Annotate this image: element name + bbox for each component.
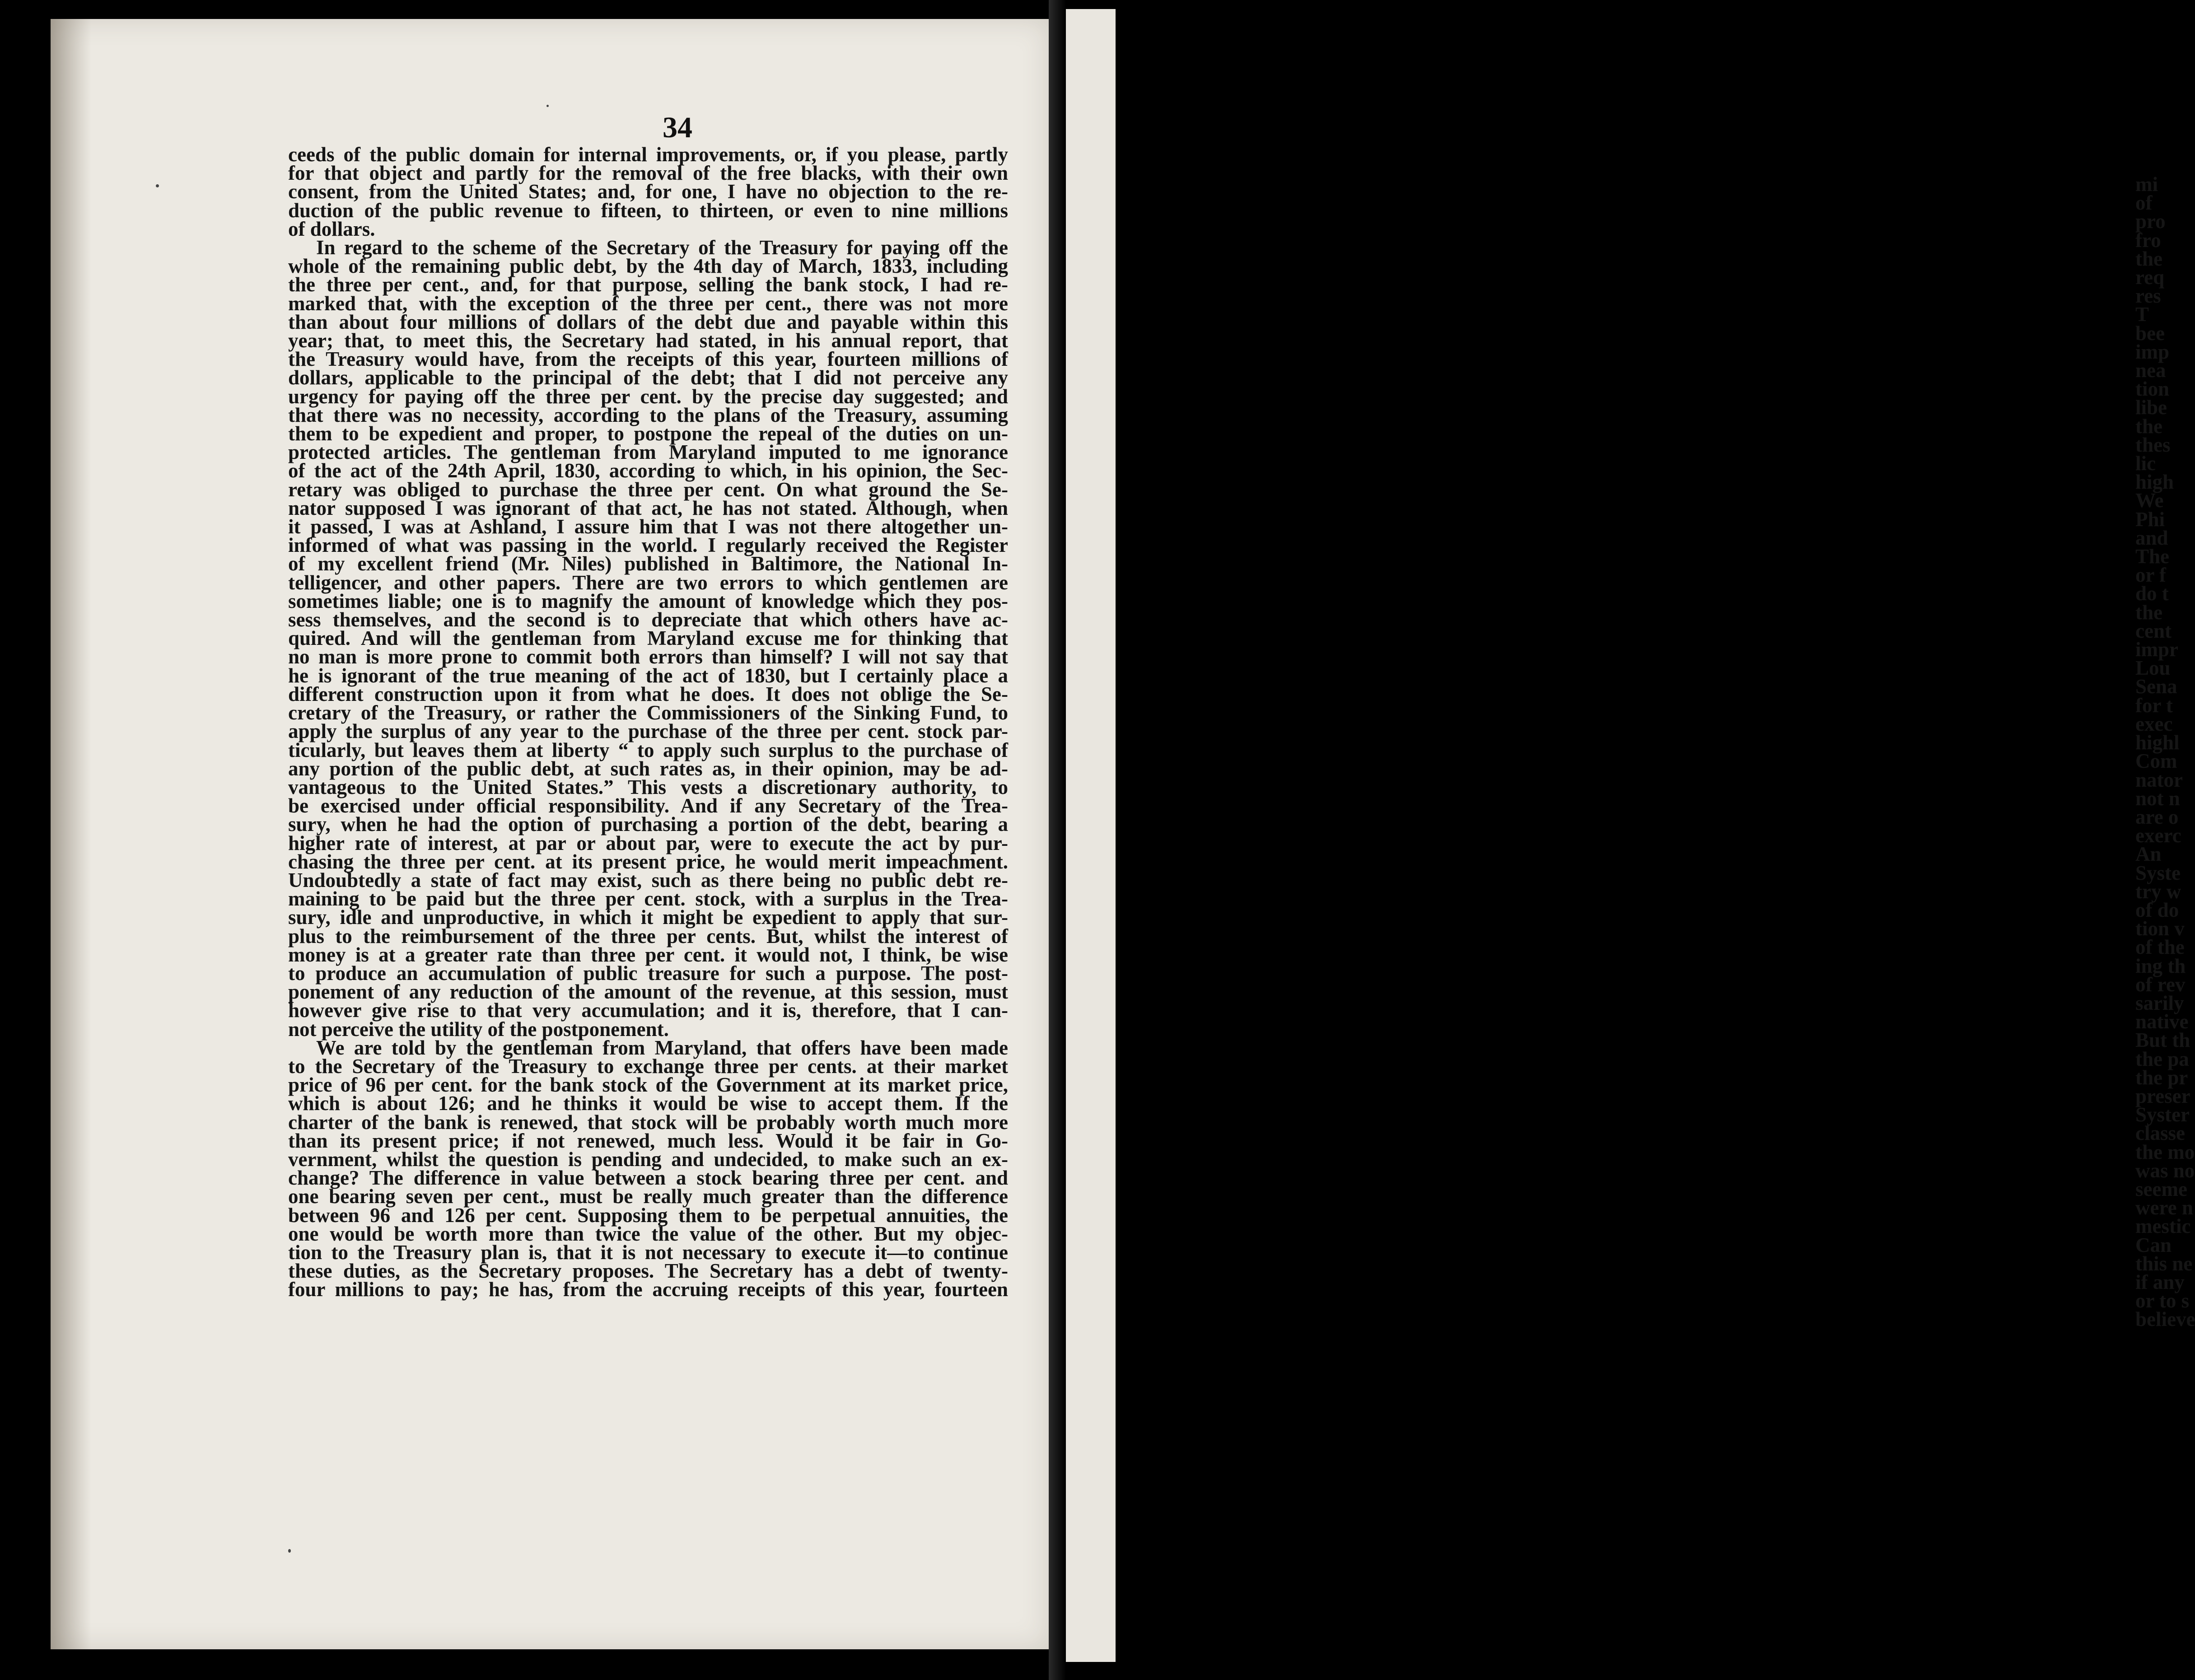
text-line: sometimes liable; one is to magnify the amount of knowledge which they pos- — [288, 589, 1008, 612]
facing-page-line: imp — [2135, 340, 2170, 363]
facing-page-line: try w — [2135, 880, 2181, 903]
text-line: of the act of the 24th April, 1830, according to which, in his opinion, the Sec- — [288, 459, 1008, 482]
text-line: cretary of the Treasury, or rather the Commissioners of the Sinking Fund, to — [288, 701, 1008, 724]
facing-page-line: fro — [2135, 229, 2161, 252]
facing-page-line: exerc — [2135, 824, 2181, 847]
facing-page-line: of — [2135, 191, 2153, 215]
facing-page-line: mi — [2135, 173, 2158, 196]
text-line: telligencer, and other papers. There are two errors to which gentlemen are — [288, 571, 1008, 594]
text-line: Undoubtedly a state of fact may exist, such as there being no public debt re- — [288, 868, 1008, 891]
text-line: higher rate of interest, at par or about par, were to execute the act by pur- — [288, 831, 1008, 854]
facing-page-line: bee — [2135, 322, 2165, 345]
text-line: nator supposed I was ignorant of that act, he has not stated. Although, when — [288, 496, 1008, 519]
facing-page-line: mestic — [2135, 1215, 2191, 1238]
text-line: quired. And will the gentleman from Maryland excuse me for thinking that — [288, 627, 1008, 650]
text-line: whole of the remaining public debt, by the 4th day of March, 1833, including — [288, 255, 1008, 278]
facing-page-line: the mo — [2135, 1140, 2195, 1163]
facing-page-line: libe — [2135, 396, 2167, 419]
text-line: of my excellent friend (Mr. Niles) published in Baltimore, the National In- — [288, 552, 1008, 575]
facing-page-line: the pa — [2135, 1047, 2189, 1070]
facing-page-line: the pr — [2135, 1066, 2188, 1089]
text-line: any portion of the public debt, at such rates as, in their opinion, may be ad- — [288, 757, 1008, 780]
binding-shadow — [51, 19, 91, 1649]
facing-page-line: not n — [2135, 787, 2180, 810]
facing-page-line: T — [2135, 303, 2149, 326]
facing-page-line: are o — [2135, 805, 2179, 828]
facing-page-line: res — [2135, 285, 2161, 308]
facing-page-line: the — [2135, 601, 2162, 624]
text-line: We are told by the gentleman from Maryland, that offers have been made — [316, 1036, 1008, 1059]
facing-page-line: seeme — [2135, 1177, 2187, 1200]
facing-page-line: the — [2135, 247, 2162, 270]
text-line: ticularly, but leaves them at liberty “ to apply such surplus to the purchase of — [288, 738, 1008, 761]
text-line: protected articles. The gentleman from Maryland imputed to me ignorance — [288, 441, 1008, 464]
facing-page-line: highl — [2135, 731, 2180, 754]
facing-page-line: of do — [2135, 898, 2179, 921]
text-line: charter of the bank is renewed, that stock will be probably worth much more — [288, 1111, 1008, 1134]
page-number: 34 — [663, 111, 692, 144]
facing-page-line: for t — [2135, 694, 2173, 717]
text-line: that there was no necessity, according to the plans of the Treasury, assuming — [288, 403, 1008, 426]
facing-page-line: ing th — [2135, 954, 2186, 977]
text-line: he is ignorant of the true meaning of the act of 1830, but I certainly place a — [288, 664, 1008, 687]
text-line: ceeds of the public domain for internal improvements, or, if you please, partly — [288, 143, 1008, 166]
text-line: sury, when he had the option of purchasing a portion of the debt, bearing a — [288, 813, 1008, 836]
text-line: sess themselves, and the second is to depreciate that which others have ac- — [288, 608, 1008, 631]
facing-page-line: or f — [2135, 564, 2166, 587]
text-line: different construction upon it from what he does. It does not oblige the Se- — [288, 682, 1008, 705]
text-line: maining to be paid but the three per cent. stock, with a surplus in the Trea- — [288, 887, 1008, 910]
text-line: four millions to pay; he has, from the accruing receipts of this year, fourteen — [288, 1278, 1008, 1301]
facing-page-line: the — [2135, 415, 2162, 438]
text-line: one would be worth more than twice the value of the other. But my objec- — [288, 1222, 1008, 1245]
facing-page-line: do t — [2135, 582, 2169, 605]
text-line: vantageous to the United States.” This vests a discretionary authority, to — [288, 775, 1008, 798]
text-line: vernment, whilst the question is pending and undecided, to make such an ex- — [288, 1148, 1008, 1171]
facing-page-line: lic — [2135, 452, 2156, 475]
facing-page-line: or to s — [2135, 1289, 2190, 1312]
facing-page-line: native — [2135, 1010, 2189, 1033]
text-line: In regard to the scheme of the Secretary of the Treasury for paying off the — [316, 236, 1008, 259]
facing-page-line: high — [2135, 471, 2174, 494]
text-line: which is about 126; and he thinks it would be wise to accept them. If the — [288, 1092, 1008, 1115]
text-line: plus to the reimbursement of the three per cents. But, whilst the interest of — [288, 924, 1008, 947]
facing-page-line: Sena — [2135, 675, 2177, 698]
facing-page-line: Com — [2135, 750, 2177, 773]
page-gutter — [1049, 0, 1066, 1680]
text-line: to the Secretary of the Treasury to exchange three per cents. at their market — [288, 1055, 1008, 1078]
facing-page-line: nator — [2135, 768, 2183, 791]
facing-page-line: thes — [2135, 433, 2171, 456]
facing-page-line: believe — [2135, 1308, 2195, 1331]
text-line: money is at a greater rate than three per cent. it would not, I think, be wise — [288, 943, 1008, 966]
text-line: duction of the public revenue to fifteen, to thirteen, or even to nine millions — [288, 199, 1008, 222]
facing-page-line: tion — [2135, 378, 2170, 401]
text-line: the three per cent., and, for that purpose, selling the bank stock, I had re- — [288, 273, 1008, 296]
text-line: the Treasury would have, from the receipts of this year, fourteen millions of — [288, 348, 1008, 371]
facing-page-line: Syster — [2135, 1103, 2190, 1126]
facing-page-line: Phi — [2135, 508, 2165, 531]
facing-page-line: impr — [2135, 638, 2178, 661]
facing-page-line: was no — [2135, 1159, 2195, 1182]
facing-page-line: exec — [2135, 712, 2173, 735]
text-line: change? The difference in value between a stock bearing three per cent. and — [288, 1167, 1008, 1190]
text-line: chasing the three per cent. at its present price, he would merit impeachment. — [288, 850, 1008, 873]
text-line: year; that, to meet this, the Secretary had stated, in his annual report, that — [288, 329, 1008, 352]
facing-page-line: nea — [2135, 359, 2166, 382]
text-line: be exercised under official responsibility. And if any Secretary of the Trea- — [288, 794, 1008, 817]
text-line: than its present price; if not renewed, much less. Would it be fair in Go- — [288, 1129, 1008, 1152]
text-line: urgency for paying off the three per cent. by the precise day suggested; and — [288, 385, 1008, 408]
facing-page-line: this ne — [2135, 1252, 2193, 1275]
text-line: for that object and partly for the removal of the free blacks, with their own — [288, 162, 1008, 185]
text-line: to produce an accumulation of public treasure for such a purpose. The post- — [288, 961, 1008, 985]
facing-page — [1066, 9, 2195, 1662]
text-line: retary was obliged to purchase the three per cent. On what ground the Se- — [288, 478, 1008, 501]
facing-page-line: cent — [2135, 619, 2172, 642]
facing-page-line: An — [2135, 843, 2162, 866]
facing-page-line: if any — [2135, 1270, 2185, 1293]
text-line: sury, idle and unproductive, in which it might be expedient to apply that sur- — [288, 906, 1008, 929]
facing-page-line: Lou — [2135, 657, 2171, 680]
facing-page-line: We — [2135, 489, 2164, 512]
text-line: them to be expedient and proper, to postpone the repeal of the duties on un- — [288, 422, 1008, 445]
facing-page-line: Can — [2135, 1233, 2172, 1256]
facing-page-line: req — [2135, 266, 2165, 289]
facing-page-line: The — [2135, 545, 2170, 568]
facing-page-line: of rev — [2135, 973, 2186, 996]
text-line: price of 96 per cent. for the bank stock of the Government at its market price, — [288, 1073, 1008, 1097]
text-line: these duties, as the Secretary proposes. The Secretary has a debt of twenty- — [288, 1260, 1008, 1283]
paper-speck — [546, 105, 549, 107]
text-line: tion to the Treasury plan is, that it is not necessary to execute it—to continue — [288, 1241, 1008, 1264]
body-text — [288, 145, 1008, 1299]
facing-page-line: But th — [2135, 1029, 2190, 1052]
text-line: no man is more prone to commit both errors than himself? I will not say that — [288, 645, 1008, 668]
text-line: it passed, I was at Ashland, I assure him that I was not there altogether un- — [288, 515, 1008, 538]
text-line: between 96 and 126 per cent. Supposing them to be perpetual annuities, the — [288, 1204, 1008, 1227]
text-line: one bearing seven per cent., must be really much greater than the difference — [288, 1185, 1008, 1208]
text-line: consent, from the United States; and, for one, I have no objection to the re- — [288, 180, 1008, 203]
facing-page-line: were n — [2135, 1196, 2193, 1219]
text-line: dollars, applicable to the principal of the debt; that I did not perceive any — [288, 366, 1008, 389]
text-line: ponement of any reduction of the amount of the revenue, at this session, must — [288, 980, 1008, 1003]
facing-page-line: preser — [2135, 1084, 2190, 1107]
facing-page-line: of the — [2135, 936, 2185, 959]
text-line: however give rise to that very accumulation; and it is, therefore, that I can- — [288, 999, 1008, 1022]
facing-page-line: classe — [2135, 1122, 2185, 1145]
text-line: marked that, with the exception of the three per cent., there was not more — [288, 292, 1008, 315]
facing-page-line: tion v — [2135, 917, 2185, 940]
facing-page-line: pro — [2135, 210, 2166, 233]
text-line: than about four millions of dollars of the debt due and payable within this — [288, 310, 1008, 333]
paper-speck — [156, 184, 159, 187]
facing-page-text-column — [2135, 173, 2195, 1331]
text-line: not perceive the utility of the postponement. — [288, 1017, 669, 1041]
paper-speck — [288, 1549, 291, 1553]
text-line: apply the surplus of any year to the purchase of the three per cent. stock par- — [288, 720, 1008, 743]
text-line: informed of what was passing in the world. I regularly received the Register — [288, 534, 1008, 557]
facing-page-line: Syste — [2135, 861, 2181, 884]
text-line: of dollars. — [288, 217, 375, 240]
facing-page-line: sarily — [2135, 991, 2184, 1014]
facing-page-line: and — [2135, 526, 2168, 549]
